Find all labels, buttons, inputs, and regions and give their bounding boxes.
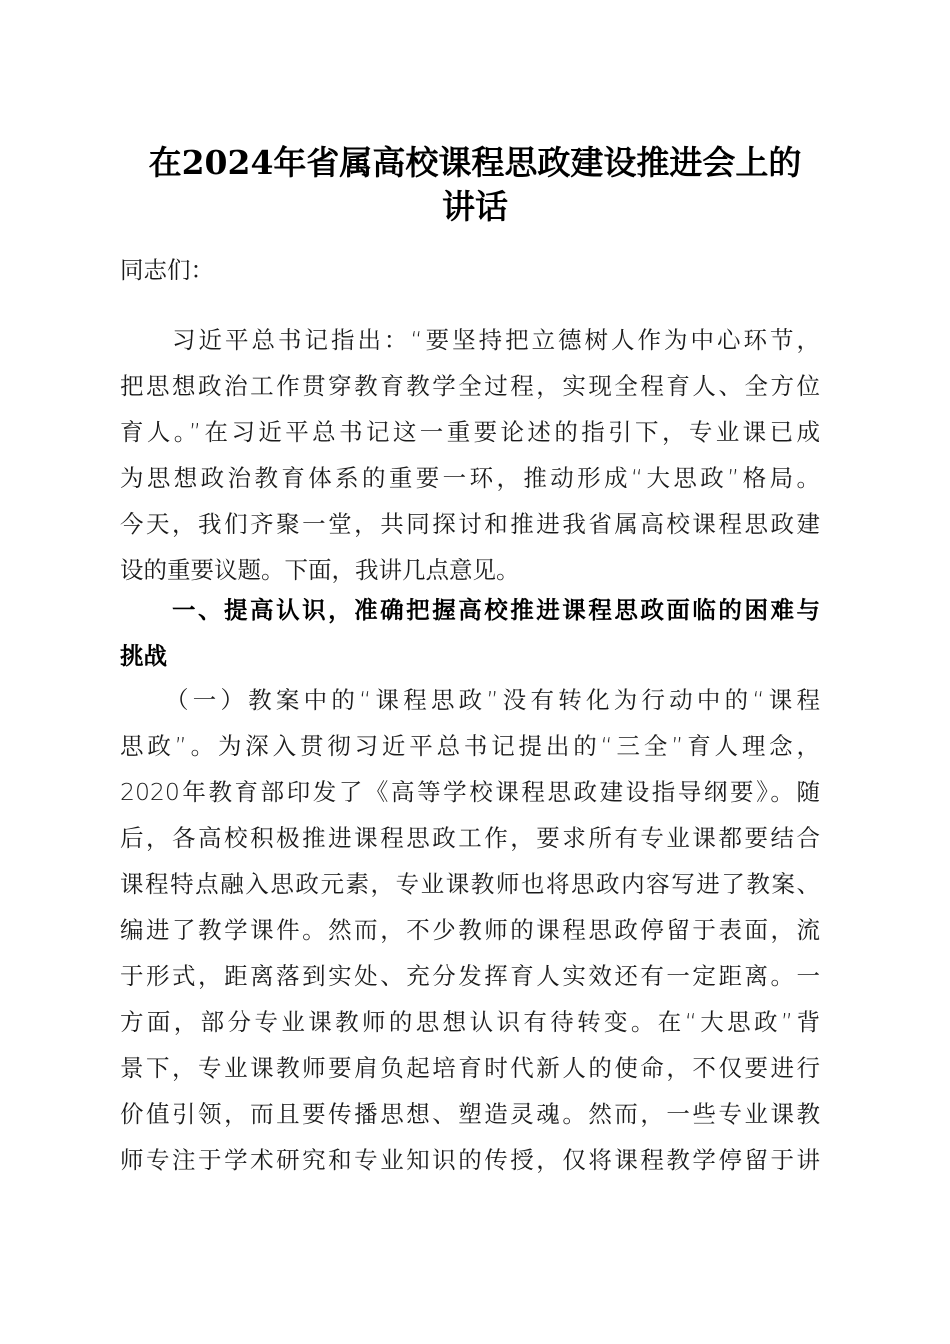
paragraph-2-line: 价值引领，而且要传播思想、塑造灵魂。然而，一些专业课教 bbox=[120, 1100, 820, 1128]
document-title-line-1: 在2024年省属高校课程思政建设推进会上的 bbox=[148, 143, 802, 182]
paragraph-1-line: 为思想政治教育体系的重要一环，推动形成“大思政”格局。 bbox=[120, 464, 820, 492]
paragraph-2-line: 课程特点融入思政元素，专业课教师也将思政内容写进了教案、 bbox=[120, 870, 820, 898]
salutation: 同志们： bbox=[120, 256, 214, 284]
section-heading-1: 挑战 bbox=[120, 642, 167, 670]
paragraph-1-line: 把思想政治工作贯穿教育教学全过程，实现全程育人、全方位 bbox=[120, 372, 820, 400]
paragraph-2-line: 方面，部分专业课教师的思想认识有待转变。在“大思政”背 bbox=[120, 1008, 820, 1036]
paragraph-1-line: 习近平总书记指出：“要坚持把立德树人作为中心环节， bbox=[172, 326, 820, 354]
paragraph-2-line: 景下，专业课教师要肩负起培育时代新人的使命，不仅要进行 bbox=[120, 1054, 820, 1082]
paragraph-2-line: 师专注于学术研究和专业知识的传授，仅将课程教学停留于讲 bbox=[120, 1146, 820, 1174]
paragraph-1-line: 今天，我们齐聚一堂，共同探讨和推进我省属高校课程思政建 bbox=[120, 510, 820, 538]
paragraph-2-line: 编进了教学课件。然而，不少教师的课程思政停留于表面，流 bbox=[120, 916, 820, 944]
paragraph-2-line: 2020年教育部印发了《高等学校课程思政建设指导纲要》。随 bbox=[120, 778, 820, 806]
paragraph-2-line: 思政”。为深入贯彻习近平总书记提出的“三全”育人理念， bbox=[120, 732, 820, 760]
paragraph-1-line: 设的重要议题。下面，我讲几点意见。 bbox=[120, 556, 520, 584]
paragraph-1-line: 育人。”在习近平总书记这一重要论述的指引下，专业课已成 bbox=[120, 418, 820, 446]
paragraph-2-line: 于形式，距离落到实处、充分发挥育人实效还有一定距离。一 bbox=[120, 962, 820, 990]
section-heading-1: 一、提高认识，准确把握高校推进课程思政面临的困难与 bbox=[172, 596, 820, 624]
paragraph-2-line: （一）教案中的“课程思政”没有转化为行动中的“课程 bbox=[165, 686, 820, 714]
document-title-line-2: 讲话 bbox=[442, 187, 508, 226]
paragraph-2-line: 后，各高校积极推进课程思政工作，要求所有专业课都要结合 bbox=[120, 824, 820, 852]
